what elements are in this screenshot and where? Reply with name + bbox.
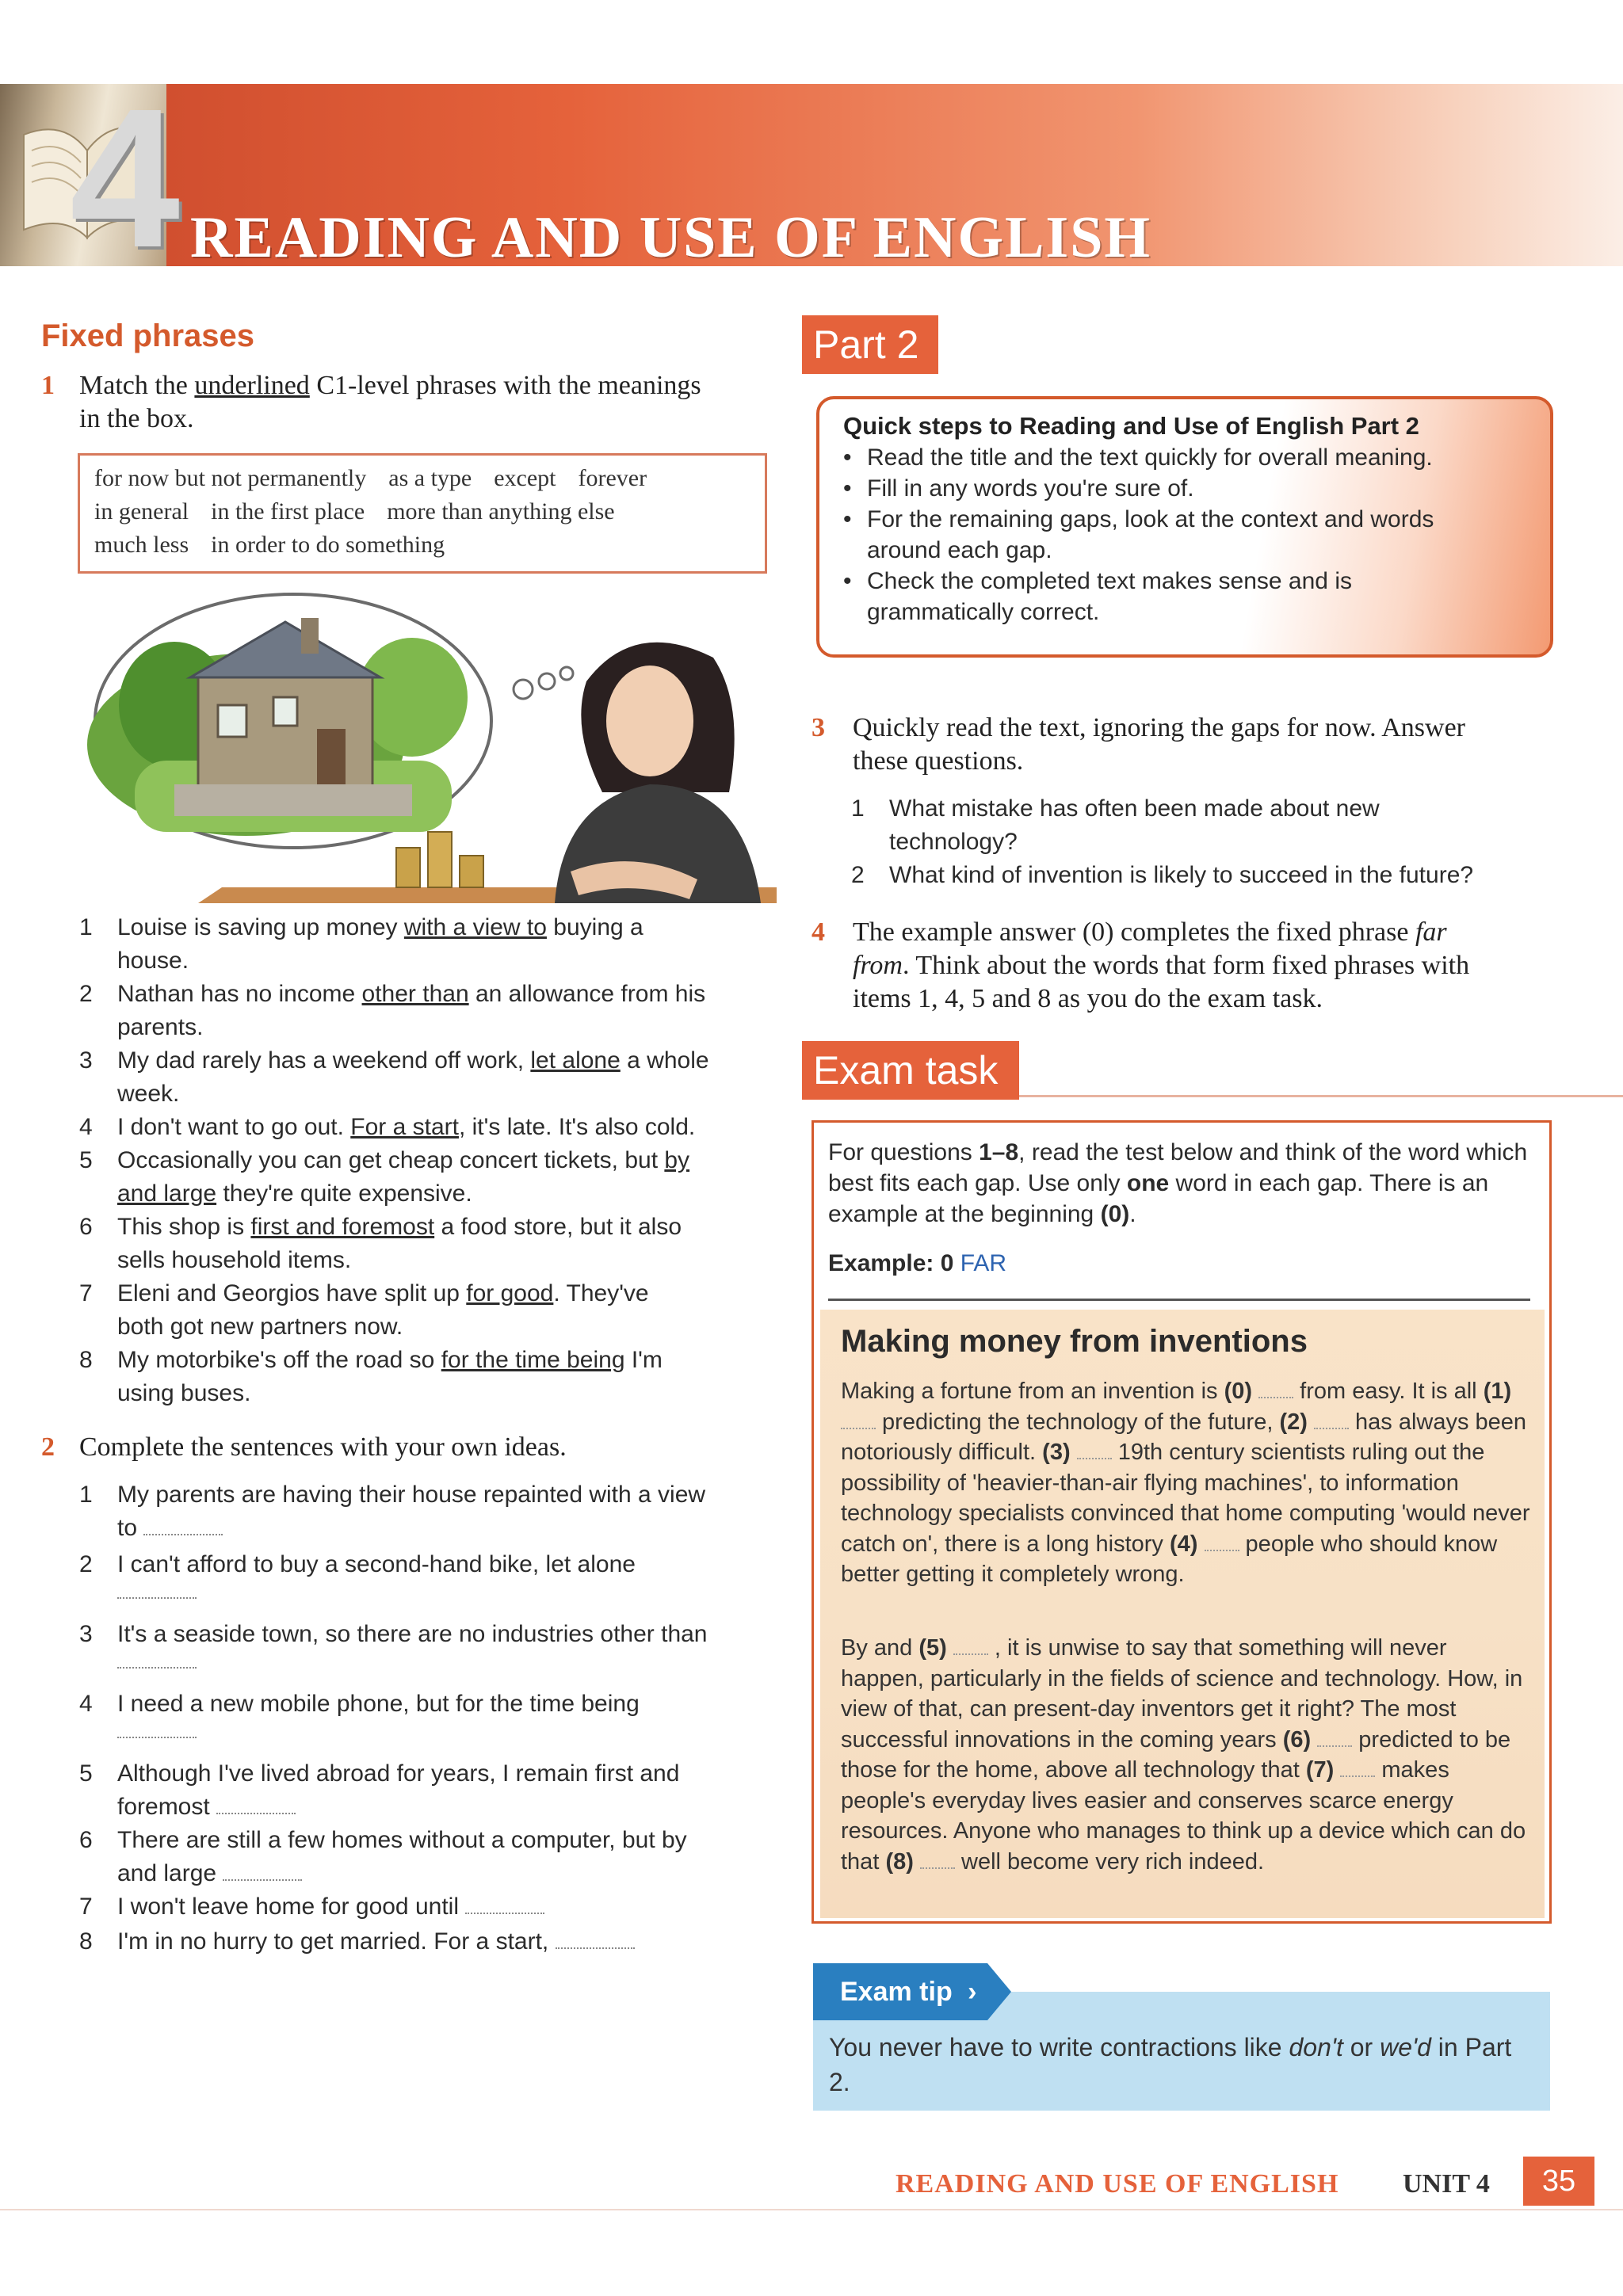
page-number: 35 (1523, 2157, 1594, 2206)
answer-blank[interactable] (216, 1794, 296, 1814)
question-number: 1 (41, 371, 55, 400)
answer-blank[interactable] (465, 1894, 544, 1914)
exam-task-label: Exam task (802, 1041, 1019, 1100)
answer-blank[interactable] (117, 1648, 197, 1669)
phrase: forever (578, 465, 647, 491)
quick-steps-box (816, 396, 1553, 658)
page-title: READING AND USE OF ENGLISH (190, 205, 1151, 270)
answer-blank[interactable] (556, 1928, 635, 1949)
reading-text-panel (820, 1310, 1545, 1918)
footer-unit: UNIT 4 (1403, 2169, 1490, 2199)
gap-3[interactable] (1077, 1442, 1112, 1459)
bullet-item: • Fill in any words you're sure of. (843, 473, 1526, 504)
gap-5[interactable] (953, 1638, 988, 1655)
phrase: as a type (388, 465, 472, 491)
phrase: for now but not permanently (94, 465, 367, 491)
answer-blank[interactable] (223, 1860, 302, 1881)
text-title: Making money from inventions (841, 1324, 1308, 1359)
exam-instructions: For questions 1–8, read the test below and think of the word which best fits each gap. Use only one word in each gap. There is an example at the beginning (0). (828, 1139, 1528, 1227)
gap-4[interactable] (1205, 1534, 1239, 1551)
example-answer: FAR (960, 1250, 1007, 1276)
quick-steps-heading: Quick steps to Reading and Use of English Part 2 (843, 412, 1419, 440)
paragraph-2: By and (5) , it is unwise to say that something will never happen, particularly in the fields of science and technology. How, in view of that, can present-day inventors get it right? The most successful innovations in the coming years (6) predicted to be those for the home, above all technology that (7) makes people's everyday lives easier and conserves scarce energy resources. Anyone who manages to think up a device which can do that (8) well become very rich indeed. (841, 1635, 1526, 1875)
phrase: in order to do something (211, 532, 445, 558)
gap-6[interactable] (1317, 1730, 1352, 1747)
question-2: 2 Complete the sentences with your own ideas. (41, 1432, 567, 1462)
section-title: Fixed phrases (41, 318, 255, 353)
illustration-dreaming-of-house (79, 586, 777, 903)
footer-rule (0, 2209, 1623, 2210)
question-1: 1 Match the underlined C1-level phrases with the meanings in the box. (41, 371, 701, 433)
phrase: more than anything else (387, 498, 615, 524)
gap-0[interactable] (1258, 1381, 1293, 1398)
sentence-list: 1 Louise is saving up money with a view to buying a house. 2 Nathan has no income other than an allowance from his parents. 3 My dad rarely has a weekend off work, let alone a whole week. 4 I don't want to go out. For a start, it's late. It's also cold. 5 Occasionally you can get cheap concert tickets, but by and large they're quite expensive. 6 This shop is first and foremost a food store, but it also sells household items. 7 Eleni and Georgios have split up for good. They've both got new partners now. 8 My motorbike's off the road so for the time being I'm using buses. (79, 914, 709, 1406)
question-4: 4 The example answer (0) completes the fixed phrase far from. Think about the words that form fixed phrases with items 1, 4, 5 and 8 as you do the exam task. (812, 917, 1470, 1013)
paragraph-1: Making a fortune from an invention is (0) from easy. It is all (1) predicting the technology of the future, (2) has always been notoriously difficult. (3) 19th century scientists ruling out the possibility of 'heavier-than-air flying machines', to information technology specialists convinced that home computing 'would never catch on', there is a long history (4) people who should know better getting it completely wrong. (841, 1379, 1530, 1587)
chevron-right-icon: › (968, 1977, 977, 2007)
answer-blank[interactable] (117, 1578, 197, 1599)
gap-8[interactable] (920, 1852, 955, 1869)
phrase-box (78, 453, 767, 574)
answer-blank[interactable] (117, 1718, 197, 1738)
part-label: Part 2 (802, 315, 938, 374)
phrase: in the first place (211, 498, 365, 524)
gap-2[interactable] (1314, 1412, 1349, 1429)
phrase: much less (94, 532, 189, 558)
gap-7[interactable] (1340, 1760, 1375, 1777)
phrase: except (494, 465, 556, 491)
divider (1019, 1095, 1623, 1097)
bullet-item: • Read the title and the text quickly for overall meaning. (843, 442, 1526, 473)
phrase: in general (94, 498, 189, 524)
answer-blank[interactable] (143, 1515, 223, 1535)
exam-tip-label: Exam tip › (840, 1977, 977, 2007)
bullet-item: • For the remaining gaps, look at the context and words around each gap. (843, 504, 1493, 566)
question-3: 3 Quickly read the text, ignoring the gaps for now. Answer these questions. (812, 713, 1466, 776)
completion-list: 1 My parents are having their house repainted with a view to 2 I can't afford to buy a second-hand bike, let alone 3 It's a seaside town, so there are no industries other than 4 I need a new mobile phone, but for the time being 5 Although I've lived abroad for years, I remain first and foremost 6 There are still a few homes without a computer, but by and large 7 I won't leave home for good until 8 I'm in no hurry to get married. For a start, (79, 1482, 708, 1955)
unit-number: 4 (70, 67, 176, 288)
bullet-item: • Check the completed text makes sense and is grammatically correct. (843, 566, 1422, 627)
exam-tip-text: You never have to write contractions like don't or we'd in Part 2. (829, 2033, 1512, 2096)
footer-title: READING AND USE OF ENGLISH (896, 2169, 1339, 2199)
exam-task-box (812, 1120, 1552, 1924)
gap-1[interactable] (841, 1412, 876, 1429)
exam-example: Example: 0 FAR (828, 1250, 1007, 1276)
divider (828, 1299, 1530, 1301)
